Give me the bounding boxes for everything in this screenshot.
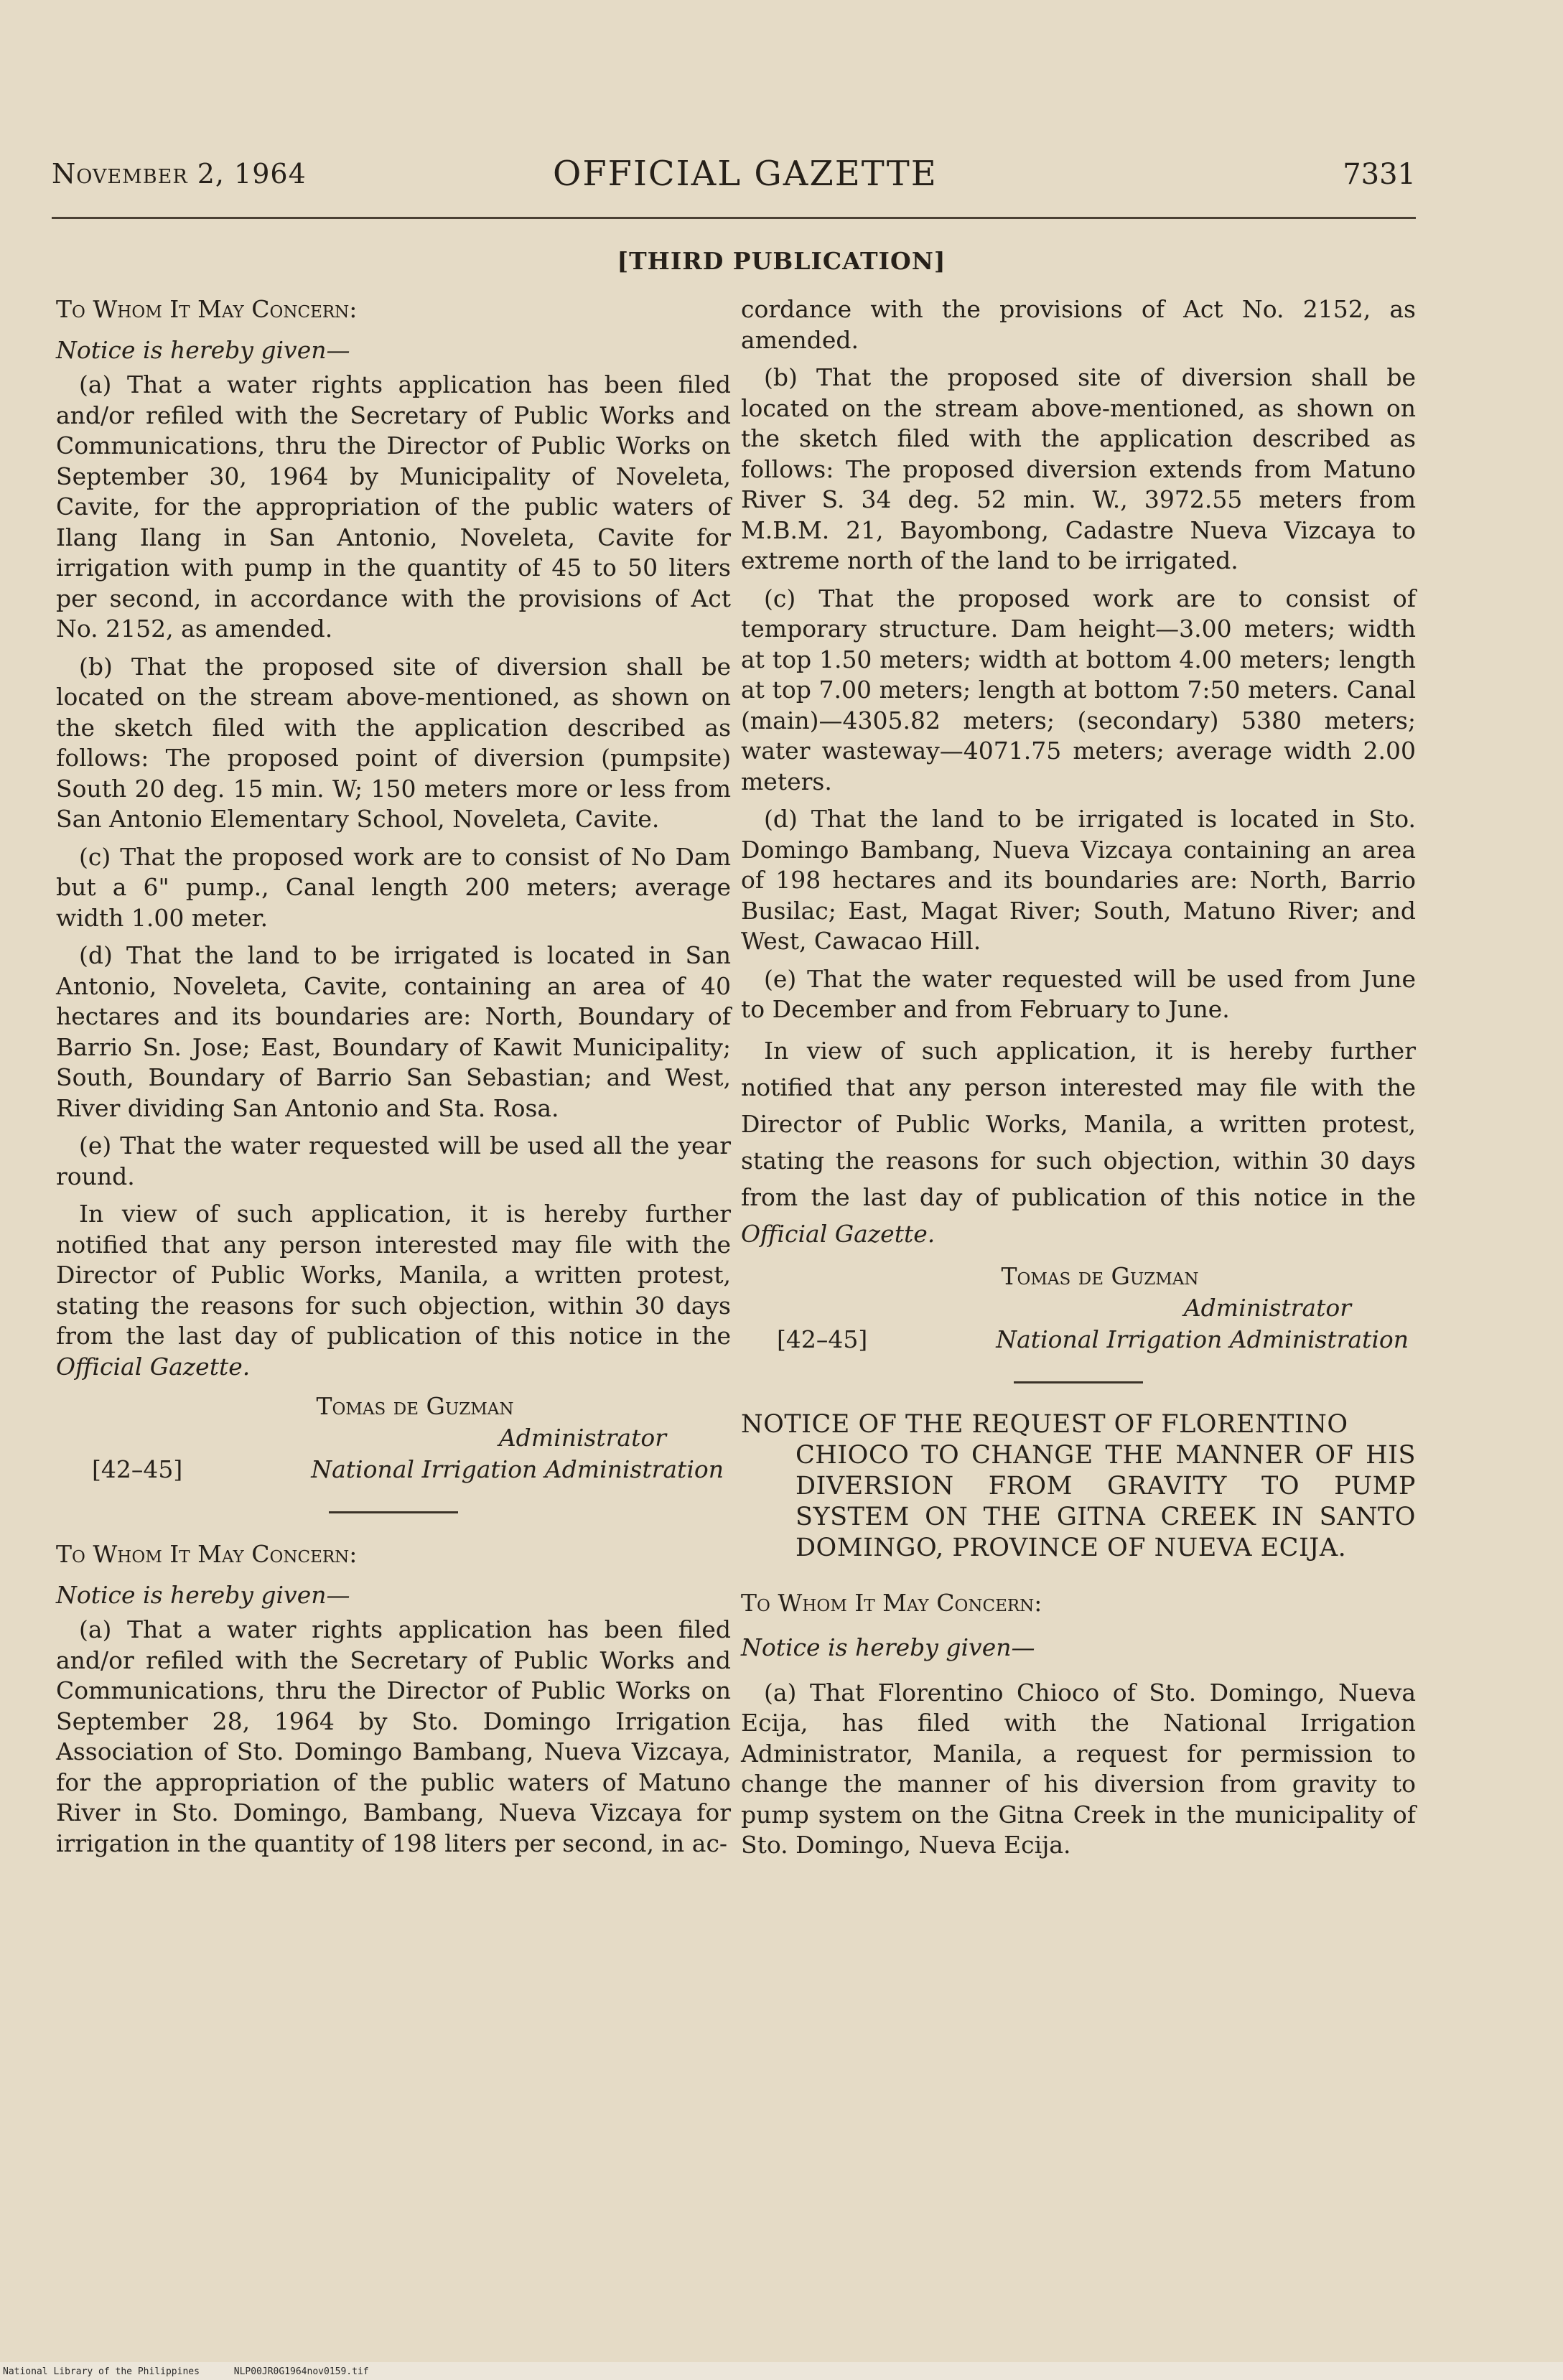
signatory-org: National Irrigation Administration (311, 1455, 724, 1483)
paragraph-b: (b) That the proposed site of diversion shall be located on the stream above-mentioned, as shown on the sketch filed with the application described as follows: The proposed diversion extends from Matuno River S. 34 deg. 52 min. W., 3972.55 meters from M.B.M. 21, Bayombong, Cadastre Nueva Vizcaya to extreme north of the land to be irrigated. (741, 363, 1416, 574)
header-rule (52, 217, 1416, 219)
paragraph-b: (b) That the proposed site of diversion shall be located on the stream above-mentioned, as shown on the sketch filed with the application described as follows: The proposed point of diversion (pumpsite) South 20 deg. 15 min. W; 150 meters more or less from San Antonio Elementary School, Noveleta, Cavite. (56, 652, 731, 833)
notice-heading (741, 1409, 1416, 1564)
gazette-name: Official Gazette. (741, 1219, 936, 1248)
signatory-name: Tomas de Guzman (316, 1392, 514, 1420)
heading-first-line: NOTICE OF THE REQUEST OF FLORENTINO (741, 1409, 1348, 1439)
publication-title: OFFICIAL GAZETTE (553, 154, 938, 194)
signature-block (56, 1391, 731, 1485)
paragraph-c: (c) That the proposed work are to consist of No Dam but a 6" pump., Canal length 200 meters; average width 1.00 meter. (56, 842, 731, 932)
gazette-name: Official Gazette. (56, 1352, 251, 1381)
notice-line: Notice is hereby given— (56, 335, 350, 364)
paragraph-e: (e) That the water requested will be used from June to December and from February to June. (741, 964, 1416, 1023)
library-credit: National Library of the Philippines (3, 2366, 200, 2377)
notice-line: Notice is hereby given— (56, 1580, 350, 1609)
paragraph-a: (a) That a water rights application has been filed and/or refiled with the Secretary of Public Works and Communications, thru the Director of Public Works on September 28, 1964 by Sto. Domingo Irrigation Association of Sto. Domingo Bambang, Nueva Vizcaya, for the appropriation of the public waters of Matuno River in Sto. Domingo, Bambang, Nueva Vizcaya for irrigation in the quantity of 198 liters per second, in ac- (56, 1615, 731, 1857)
page-number: 7331 (1343, 158, 1416, 191)
signatory-role: Administrator (1183, 1293, 1351, 1322)
publication-ref: [42–45] (92, 1455, 183, 1483)
scan-filename: NLP00JR0G1964nov0159.tif (233, 2366, 369, 2377)
salutation: To Whom It May Concern: (56, 1540, 358, 1568)
section-divider (1014, 1381, 1143, 1383)
salutation: To Whom It May Concern: (56, 295, 358, 323)
left-column (56, 294, 731, 1866)
running-head (52, 154, 1416, 204)
paragraph-e: (e) That the water requested will be used all the year round. (56, 1131, 731, 1190)
issue-date: November 2, 1964 (52, 158, 307, 190)
publication-tag: [THIRD PUBLICATION] (617, 247, 946, 275)
right-column (741, 294, 1416, 1868)
paragraph-c: (c) That the proposed work are to consist of temporary structure. Dam height—3.00 meters; width at top 1.50 meters; width at bottom 4.00 meters; length at top 7.00 meters; length at bottom 7:50 meters. Canal (main)—4305.82 meters; (secondary) 5380 meters; water wasteway—4071.75 meters; average width 2.00 meters. (741, 584, 1416, 795)
paragraph-a: (a) That Florentino Chioco of Sto. Domingo, Nueva Ecija, has filed with the National Irrigation Administrator, Manila, a request for permission to change the manner of his diversion from gravity to pump system on the Gitna Creek in the municipality of Sto. Domingo, Nueva Ecija. (741, 1678, 1416, 1859)
signatory-name: Tomas de Guzman (1001, 1261, 1199, 1290)
closing-text: In view of such application, it is hereby further notified that any person interested may file with the Director of Public Works, Manila, a written protest, stating the reasons for such objection, within 30 days from the last day of publication of this notice in the (741, 1036, 1416, 1211)
signatory-line (741, 1324, 1416, 1355)
paragraph-d: (d) That the land to be irrigated is located in San Antonio, Noveleta, Cavite, containing an area of 40 hectares and its boundaries are: North, Boundary of Barrio Sn. Jose; East, Boundary of Kawit Municipality; South, Boundary of Barrio San Sebastian; and West, River dividing San Antonio and Sta. Rosa. (56, 941, 731, 1122)
signatory-role: Administrator (498, 1424, 666, 1452)
closing-paragraph (741, 1032, 1416, 1252)
publication-ref: [42–45] (777, 1325, 868, 1353)
paragraph-d: (d) That the land to be irrigated is located in Sto. Domingo Bambang, Nueva Vizcaya containing an area of 198 hectares and its boundaries are: North, Barrio Busilac; East, Magat River; South, Matuno River; and West, Cawacao Hill. (741, 805, 1416, 955)
notice-line: Notice is hereby given— (741, 1633, 1035, 1661)
heading-rest: CHIOCO TO CHANGE THE MANNER OF HIS DIVERSION FROM GRAVITY TO PUMP SYSTEM ON THE GITNA CREEK IN SANTO DOMINGO, PROVINCE OF NUEVA ECIJA. (796, 1440, 1416, 1562)
paragraph-a: (a) That a water rights application has been filed and/or refiled with the Secretary of Public Works and Communications, thru the Director of Public Works on September 30, 1964 by Municipality of Noveleta, Cavite, for the appropriation of the public waters of Ilang Ilang in San Antonio, Noveleta, Cavite for irrigation with pump in the quantity of 45 to 50 liters per second, in accordance with the provisions of Act No. 2152, as amended. (56, 370, 731, 643)
signatory-org: National Irrigation Administration (996, 1325, 1409, 1353)
section-divider (329, 1511, 458, 1513)
signature-block (741, 1261, 1416, 1355)
continuation-paragraph: cordance with the provisions of Act No. 2152, as amended. (741, 295, 1416, 354)
closing-text: In view of such application, it is hereby further notified that any person interested may file with the Director of Public Works, Manila, a written protest, stating the reasons for such objection, within 30 days from the last day of publication of this notice in the (56, 1200, 731, 1350)
salutation: To Whom It May Concern: (741, 1588, 1042, 1617)
signatory-line (56, 1454, 731, 1485)
closing-paragraph (56, 1199, 731, 1382)
scan-footer (3, 2366, 398, 2377)
